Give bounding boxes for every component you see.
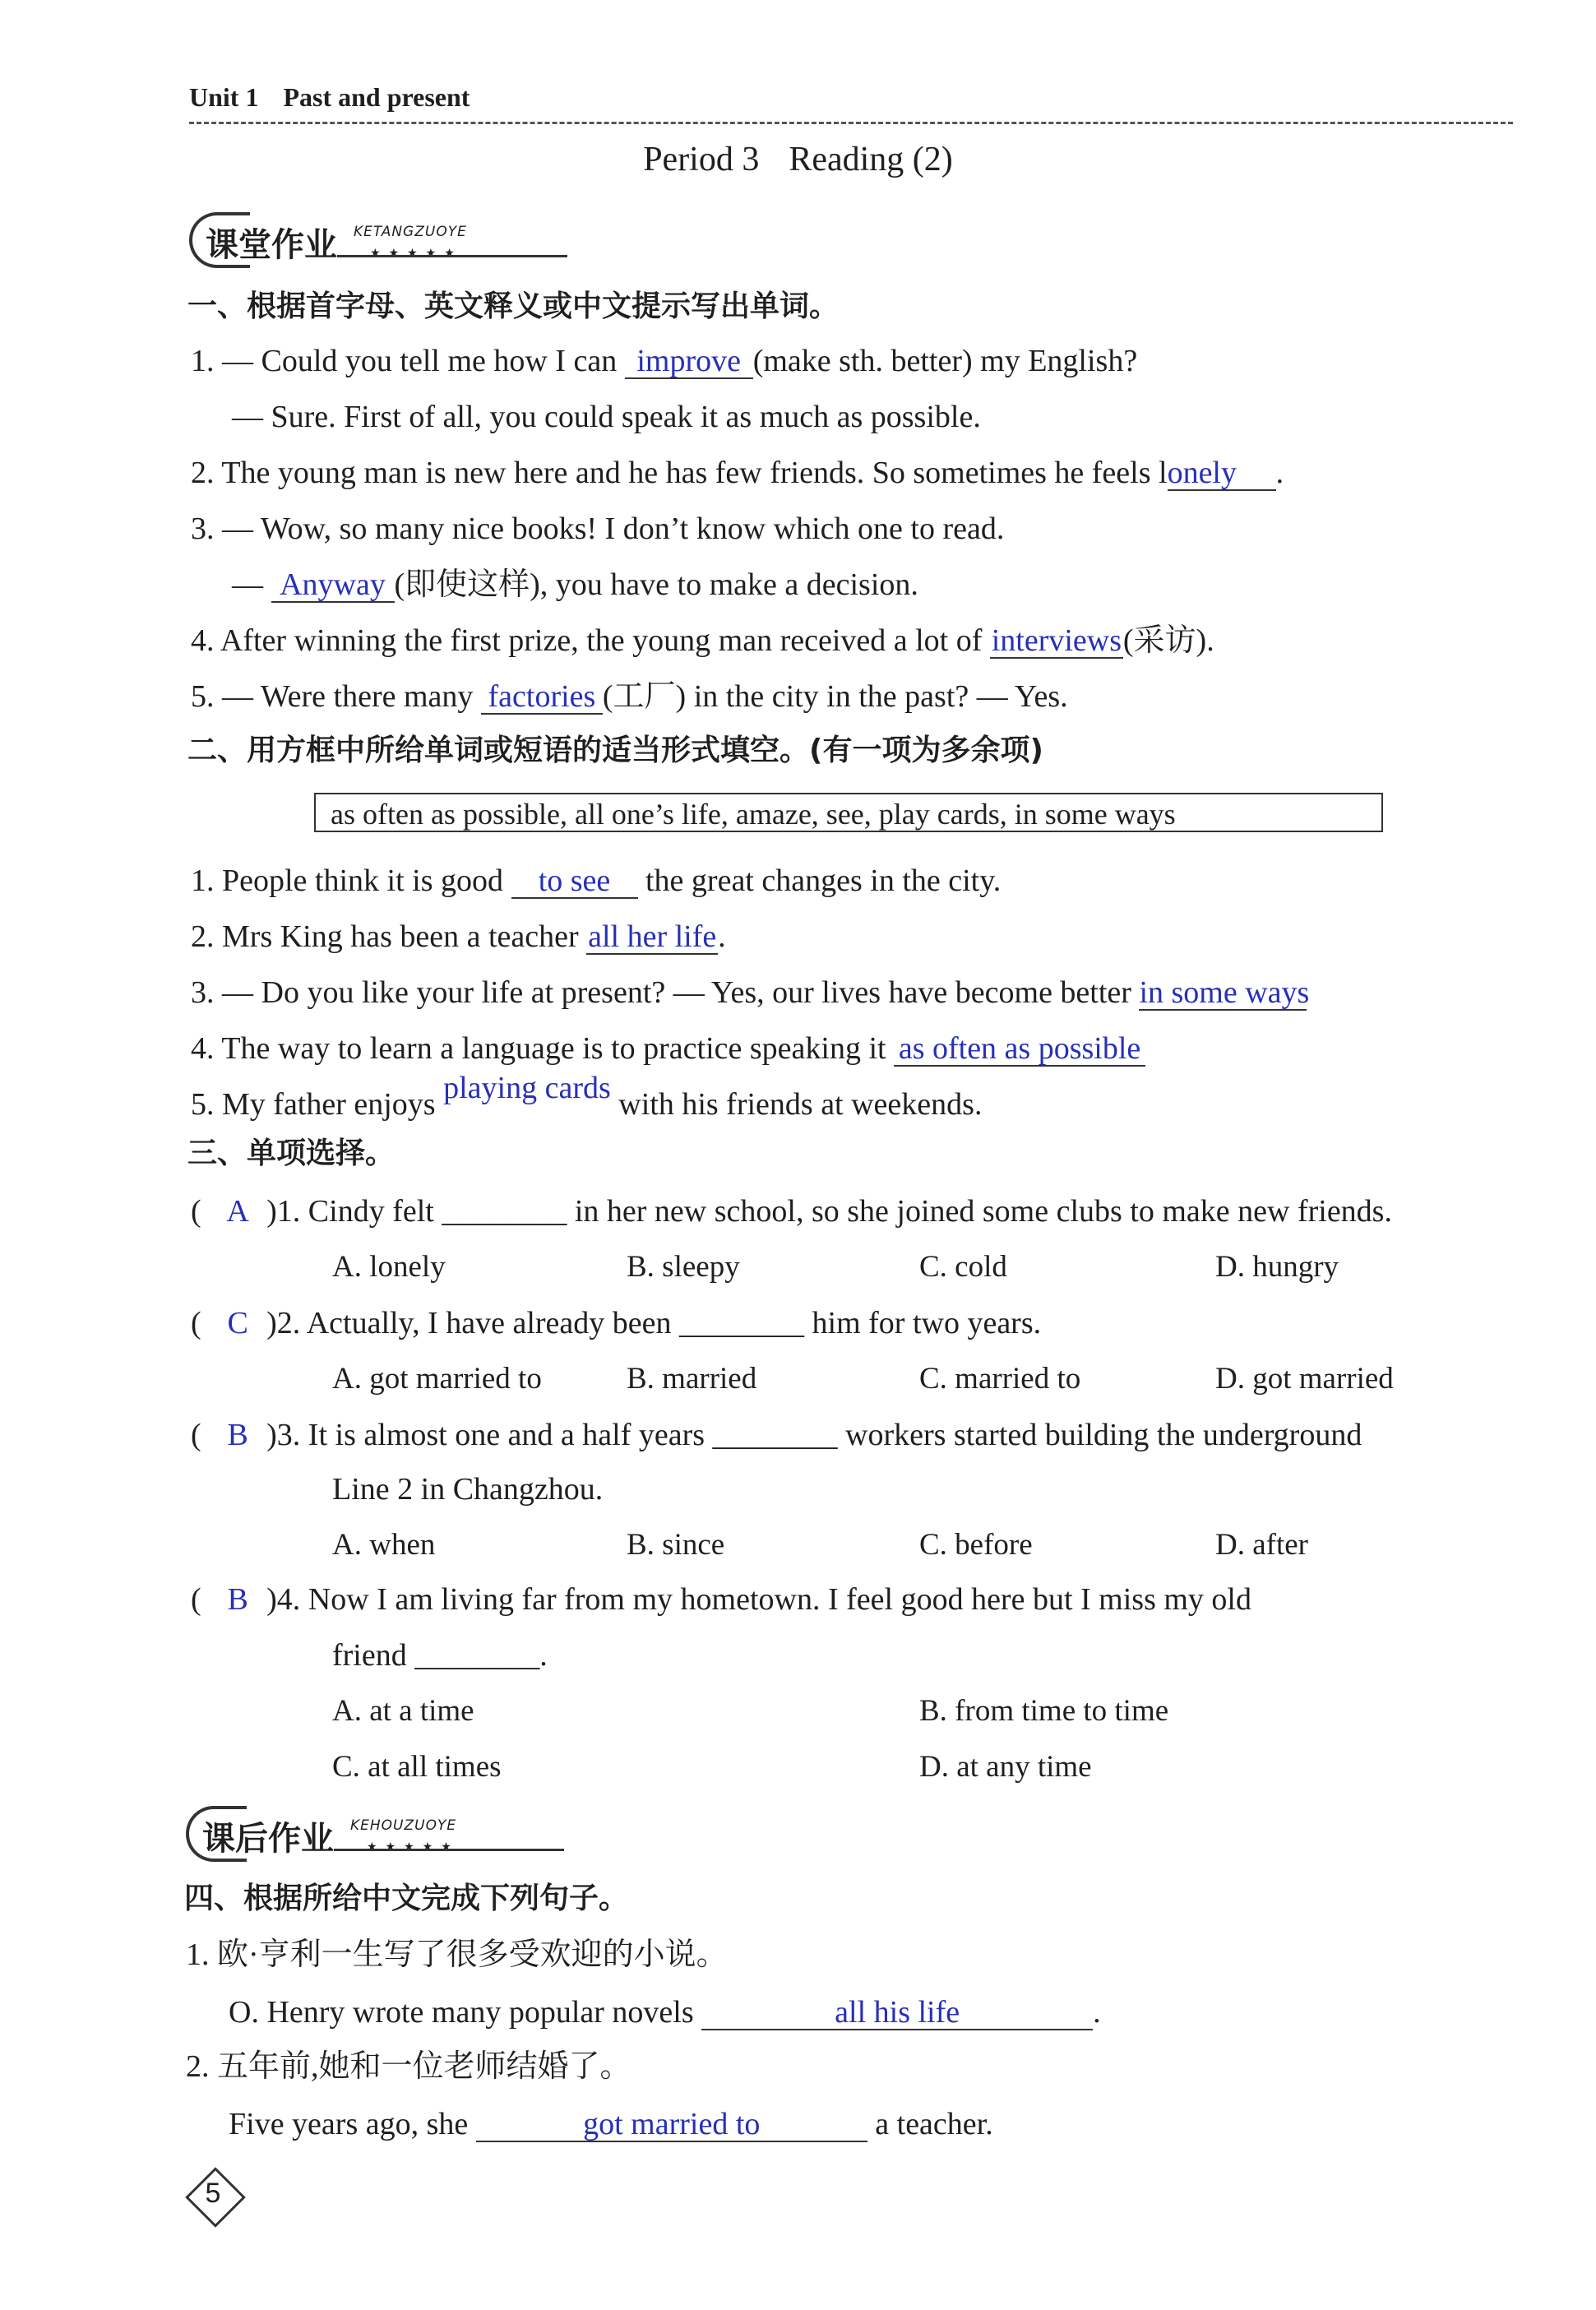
s3-q2-opt-d[interactable]: D. got married <box>1215 1362 1394 1396</box>
s3-q1-opt-b[interactable]: B. sleepy <box>627 1250 740 1284</box>
header-divider <box>189 122 1513 124</box>
badge-pinyin: KETANGZUOYE <box>354 224 467 240</box>
section3-title: 三、单项选择。 <box>187 1136 396 1170</box>
s1-q5 <box>191 678 1068 715</box>
s2-q2-end: . <box>718 919 726 954</box>
s3-q3-paren: ( <box>191 1418 201 1452</box>
s4-q2-end: a teacher. <box>875 2107 993 2141</box>
s2-q5 <box>191 1071 983 1123</box>
s3-q4 <box>191 1581 1251 1618</box>
s4-q1-answer[interactable]: all his life <box>701 1996 1093 2030</box>
s4-q1-text: O. Henry wrote many popular novels <box>229 1995 694 2030</box>
s3-q4-opt-b[interactable]: B. from time to time <box>919 1694 1169 1728</box>
s3-q1-answer[interactable]: A <box>226 1194 249 1229</box>
s2-q3 <box>191 974 1310 1011</box>
s2-q4 <box>191 1030 1145 1067</box>
s3-q4-opt-a[interactable]: A. at a time <box>332 1694 474 1728</box>
badge-stars: ★★★★★ <box>370 248 463 260</box>
s3-q1-opt-d[interactable]: D. hungry <box>1215 1250 1339 1284</box>
s3-q2-opt-c[interactable]: C. married to <box>919 1362 1081 1396</box>
s3-q2-paren: ( <box>191 1306 201 1340</box>
s1-q1-text: 1. — Could you tell me how I can <box>191 344 618 378</box>
badge-bar <box>334 1849 564 1851</box>
s3-q3-answer[interactable]: B <box>227 1418 248 1452</box>
s2-q2-answer[interactable]: all her life <box>588 919 717 954</box>
s3-q2-answer[interactable]: C <box>227 1306 248 1340</box>
period-subtitle: Reading (2) <box>789 141 953 178</box>
s2-q1 <box>191 862 1001 900</box>
s1-q3-answer[interactable]: Anyway <box>271 568 395 603</box>
s1-q1-answer[interactable]: improve <box>625 345 753 379</box>
s2-q4-answer[interactable]: as often as possible <box>894 1032 1145 1067</box>
s3-q3-opt-c[interactable]: C. before <box>919 1528 1033 1562</box>
s3-q3-text-cont: Line 2 in Changzhou. <box>332 1472 604 1507</box>
period-label: Period 3 <box>643 141 760 178</box>
s1-q3-reply <box>232 566 918 604</box>
s3-q3-opt-d[interactable]: D. after <box>1215 1528 1308 1562</box>
s2-q3-answer[interactable]: in some ways <box>1139 975 1310 1010</box>
s2-q2-text: 2. Mrs King has been a teacher <box>191 919 579 954</box>
s2-q5-end: with his friends at weekends. <box>618 1087 983 1122</box>
s1-q3: 3. — Wow, so many nice books! I don’t know which one to read. <box>191 512 1005 546</box>
s3-q4-text-cont: friend ________. <box>332 1638 548 1673</box>
s2-q1-answer[interactable]: to see <box>511 864 638 899</box>
s3-q1-opt-c[interactable]: C. cold <box>919 1250 1007 1284</box>
s3-q2 <box>191 1304 1041 1342</box>
s1-q5-answer[interactable]: factories <box>481 680 603 715</box>
s3-q4-answer[interactable]: B <box>227 1582 248 1617</box>
s1-q4-answer[interactable]: interviews <box>991 623 1122 658</box>
s3-q1 <box>191 1192 1392 1230</box>
unit-header <box>189 82 470 113</box>
section4-title: 四、根据所给中文完成下列句子。 <box>184 1882 629 1915</box>
section1-title: 一、根据首字母、英文释义或中文提示写出单词。 <box>187 289 840 323</box>
badge-pinyin: KEHOUZUOYE <box>350 1817 457 1834</box>
s3-q4-opt-d[interactable]: D. at any time <box>919 1750 1092 1784</box>
period-title <box>0 140 1596 179</box>
unit-number: Unit 1 <box>189 82 259 112</box>
s1-q3-dash: — <box>232 567 263 602</box>
s1-q4-text: 4. After winning the first prize, the young man received a lot of <box>191 623 983 658</box>
s1-q3-end: (即使这样), you have to make a decision. <box>394 567 918 602</box>
s1-q2-answer[interactable]: onely <box>1168 456 1276 491</box>
s3-q4-text: )4. Now I am living far from my hometown. I feel good here but I miss my old <box>266 1582 1251 1617</box>
s1-q1-reply: — Sure. First of all, you could speak it as much as possible. <box>232 400 981 434</box>
s4-q2-text: Five years ago, she <box>229 2107 469 2141</box>
s2-q4-text: 4. The way to learn a language is to practice speaking it <box>191 1031 886 1066</box>
s1-q2-text: 2. The young man is new here and he has few friends. So sometimes he feels l <box>191 456 1168 490</box>
s3-q2-text: )2. Actually, I have already been ________ him for two years. <box>266 1306 1042 1340</box>
s3-q2-opt-b[interactable]: B. married <box>627 1362 757 1396</box>
s3-q2-opt-a[interactable]: A. got married to <box>332 1362 542 1396</box>
s4-q1-end: . <box>1093 1995 1101 2030</box>
s3-q3-opt-a[interactable]: A. when <box>332 1528 436 1562</box>
classwork-badge <box>189 212 576 270</box>
s1-q5-text: 5. — Were there many <box>191 679 474 714</box>
s4-q1-chinese: 1. 欧·亨利一生写了很多受欢迎的小说。 <box>186 1937 728 1972</box>
s2-q1-text: 1. People think it is good <box>191 863 503 898</box>
s1-q4 <box>191 622 1214 660</box>
s1-q1 <box>191 342 1137 380</box>
s1-q5-end: (工厂) in the city in the past? — Yes. <box>602 679 1068 714</box>
badge-label: 课后作业 <box>202 1820 334 1858</box>
badge-bar <box>337 255 567 257</box>
s4-q2 <box>229 2105 993 2143</box>
s2-q2 <box>191 918 726 956</box>
homework-badge <box>186 1806 572 1863</box>
s4-q2-answer[interactable]: got married to <box>476 2108 867 2142</box>
s2-q3-text: 3. — Do you like your life at present? — Yes, our lives have become better <box>191 975 1131 1010</box>
badge-label: 课堂作业 <box>206 226 337 264</box>
s2-q5-answer[interactable]: playing cards <box>443 1071 611 1105</box>
s3-q1-opt-a[interactable]: A. lonely <box>332 1250 446 1284</box>
s4-q1 <box>229 1993 1101 2031</box>
s3-q3-text: )3. It is almost one and a half years ________ workers started building the underground <box>266 1418 1362 1452</box>
s3-q3 <box>191 1416 1362 1454</box>
s3-q4-paren: ( <box>191 1582 201 1617</box>
s3-q1-text: )1. Cindy felt ________ in her new school, so she joined some clubs to make new friends. <box>266 1194 1392 1229</box>
s3-q1-paren: ( <box>191 1194 201 1229</box>
s1-q4-end: (采访). <box>1122 623 1214 658</box>
s1-q2-end: . <box>1275 456 1284 490</box>
s3-q4-opt-c[interactable]: C. at all times <box>332 1750 502 1784</box>
word-bank-box: as often as possible, all one’s life, amaze, see, play cards, in some ways <box>314 793 1383 832</box>
page-number: 5 <box>205 2178 221 2209</box>
s2-q1-end: the great changes in the city. <box>645 863 1002 898</box>
s1-q2 <box>191 454 1284 492</box>
s4-q2-chinese: 2. 五年前,她和一位老师结婚了。 <box>186 2049 631 2084</box>
s1-q1-text-end: (make sth. better) my English? <box>752 344 1138 378</box>
badge-stars: ★★★★★ <box>367 1841 460 1854</box>
unit-title: Past and present <box>283 82 470 112</box>
page-number-badge <box>186 2168 240 2222</box>
s3-q3-opt-b[interactable]: B. since <box>627 1528 725 1562</box>
s2-q5-text: 5. My father enjoys <box>191 1087 436 1122</box>
section2-title: 二、用方框中所给单词或短语的适当形式填空。(有一项为多余项) <box>187 734 1043 767</box>
